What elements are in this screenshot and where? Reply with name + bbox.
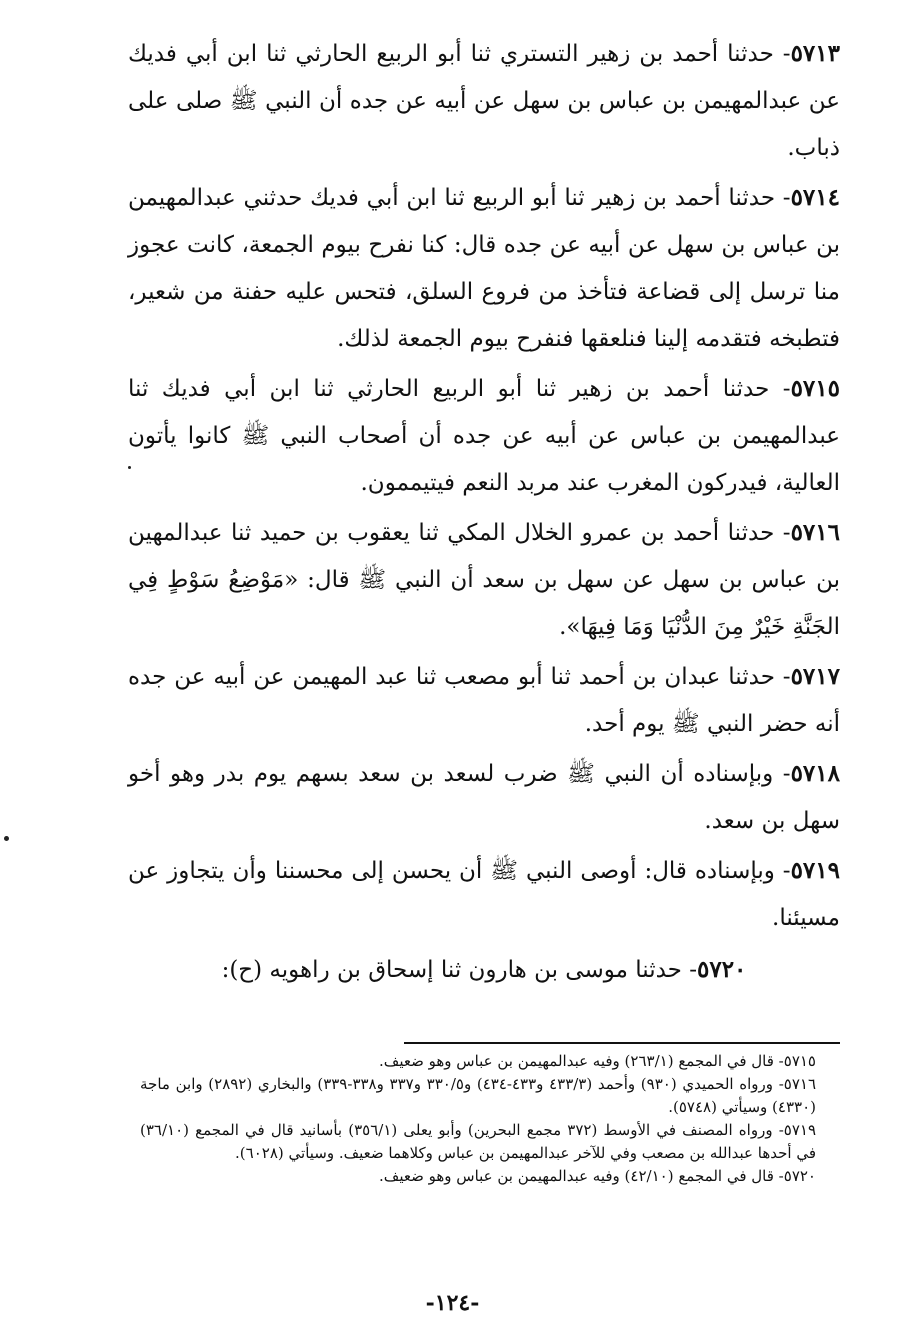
hadith-text: - حدثنا أحمد بن زهير ثنا أبو الربيع الحارثي ثنا ابن أبي فديك ثنا عبدالمهيمن بن عباس عن أبيه عن جده أن أصحاب النبي ﷺ كانوا يأتون العالية، فيدركون المغرب عند مربد النعم فيتيممون. (128, 376, 840, 496)
footnote-5719: ٥٧١٩- ورواه المصنف في الأوسط (٣٧٢ مجمع البحرين) وأبو يعلى (٣٥٦/١) بأسانيد قال في المجمع (٣٦/١٠) في أحدها عبدالله بن مصعب وفي للآخر عبدالمهيمن بن عباس وكلاهما ضعيف. وسيأتي (٦٠٢٨). (140, 1121, 817, 1162)
hadith-text: - وبإسناده أن النبي ﷺ ضرب لسعد بن سعد بسهم يوم بدر وهو أخو سهل بن سعد. (128, 761, 840, 834)
footnote-5715: ٥٧١٥- قال في المجمع (٢٦٣/١) وفيه عبدالمهيمن بن عباس وهو ضعيف. (379, 1052, 816, 1070)
hadith-text: - وبإسناده قال: أوصى النبي ﷺ أن يحسن إلى محسننا وأن يتجاوز عن مسيئنا. (128, 858, 840, 931)
hadith-entry-5717 (128, 653, 840, 748)
footnote-divider (404, 1042, 840, 1044)
hadith-number: ٥٧١٤ (790, 184, 840, 211)
scan-speck (4, 836, 9, 841)
page-number: -١٢٤- (425, 1290, 480, 1316)
hadith-number: ٥٧١٧ (790, 663, 840, 690)
hadith-text: - حدثنا موسى بن هارون ثنا إسحاق بن راهويه (ح): (221, 957, 697, 983)
footnote-5720: ٥٧٢٠- قال في المجمع (٤٢/١٠) وفيه عبدالمهيمن بن عباس وهو ضعيف. (379, 1167, 816, 1185)
hadith-text: - حدثنا أحمد بن عمرو الخلال المكي ثنا يعقوب بن حميد ثنا عبدالمهين بن عباس بن سهل عن سهل بن سعد أن النبي ﷺ قال: «مَوْضِعُ سَوْطٍ فِي الجَنَّةِ خَيْرٌ مِنَ الدُّنْيَا وَمَا فِيهَا». (128, 520, 840, 640)
hadith-number: ٥٧١٣ (790, 40, 840, 67)
hadith-number: ٥٧١٨ (790, 760, 840, 787)
hadith-number: ٥٧١٦ (790, 519, 840, 546)
main-text (128, 30, 840, 1017)
hadith-text: - حدثنا أحمد بن زهير ثنا أبو الربيع ثنا ابن أبي فديك حدثني عبدالمهيمن بن عباس بن سهل عن أبيه عن جده قال: كنا نفرح بيوم الجمعة، كانت عجوز منا ترسل إلى قضاعة فتأخذ من فروع السلق، فتحس عليه حفنة من شعير، فتطبخه فتقدمه إلينا فنلعقها فنفرح بيوم الجمعة لذلك. (128, 185, 840, 352)
hadith-entry-5718 (128, 750, 840, 845)
hadith-text: - حدثنا أحمد بن زهير التستري ثنا أبو الربيع الحارثي ثنا ابن أبي فديك عن عبدالمهيمن بن عباس بن سهل عن أبيه عن جده أن النبي ﷺ صلى على ذباب. (128, 41, 840, 161)
hadith-entry-5719 (128, 847, 840, 942)
hadith-number: ٥٧١٥ (790, 375, 840, 402)
hadith-entry-5715 (128, 365, 840, 507)
hadith-entry-5714 (128, 174, 840, 363)
hadith-entry-5716 (128, 509, 840, 651)
hadith-entry-5720 (128, 946, 840, 994)
hadith-number: ٥٧٢٠ (697, 956, 747, 983)
hadith-text: - حدثنا عبدان بن أحمد ثنا أبو مصعب ثنا عبد المهيمن عن أبيه عن جده أنه حضر النبي ﷺ يوم أحد. (128, 664, 840, 737)
footnotes (140, 1050, 816, 1188)
hadith-number: ٥٧١٩ (790, 857, 840, 884)
hadith-entry-5713 (128, 30, 840, 172)
scan-speck (128, 466, 131, 469)
footnote-5716: ٥٧١٦- ورواه الحميدي (٩٣٠) وأحمد (٤٣٣/٣ و٤٣٣-٤٣٤) و٣٣٠/٥ و٣٣٧ و٣٣٨-٣٣٩) والبخاري (٢٨٩٢) وابن ماجة (٤٣٣٠) وسيأتي (٥٧٤٨). (140, 1075, 817, 1116)
